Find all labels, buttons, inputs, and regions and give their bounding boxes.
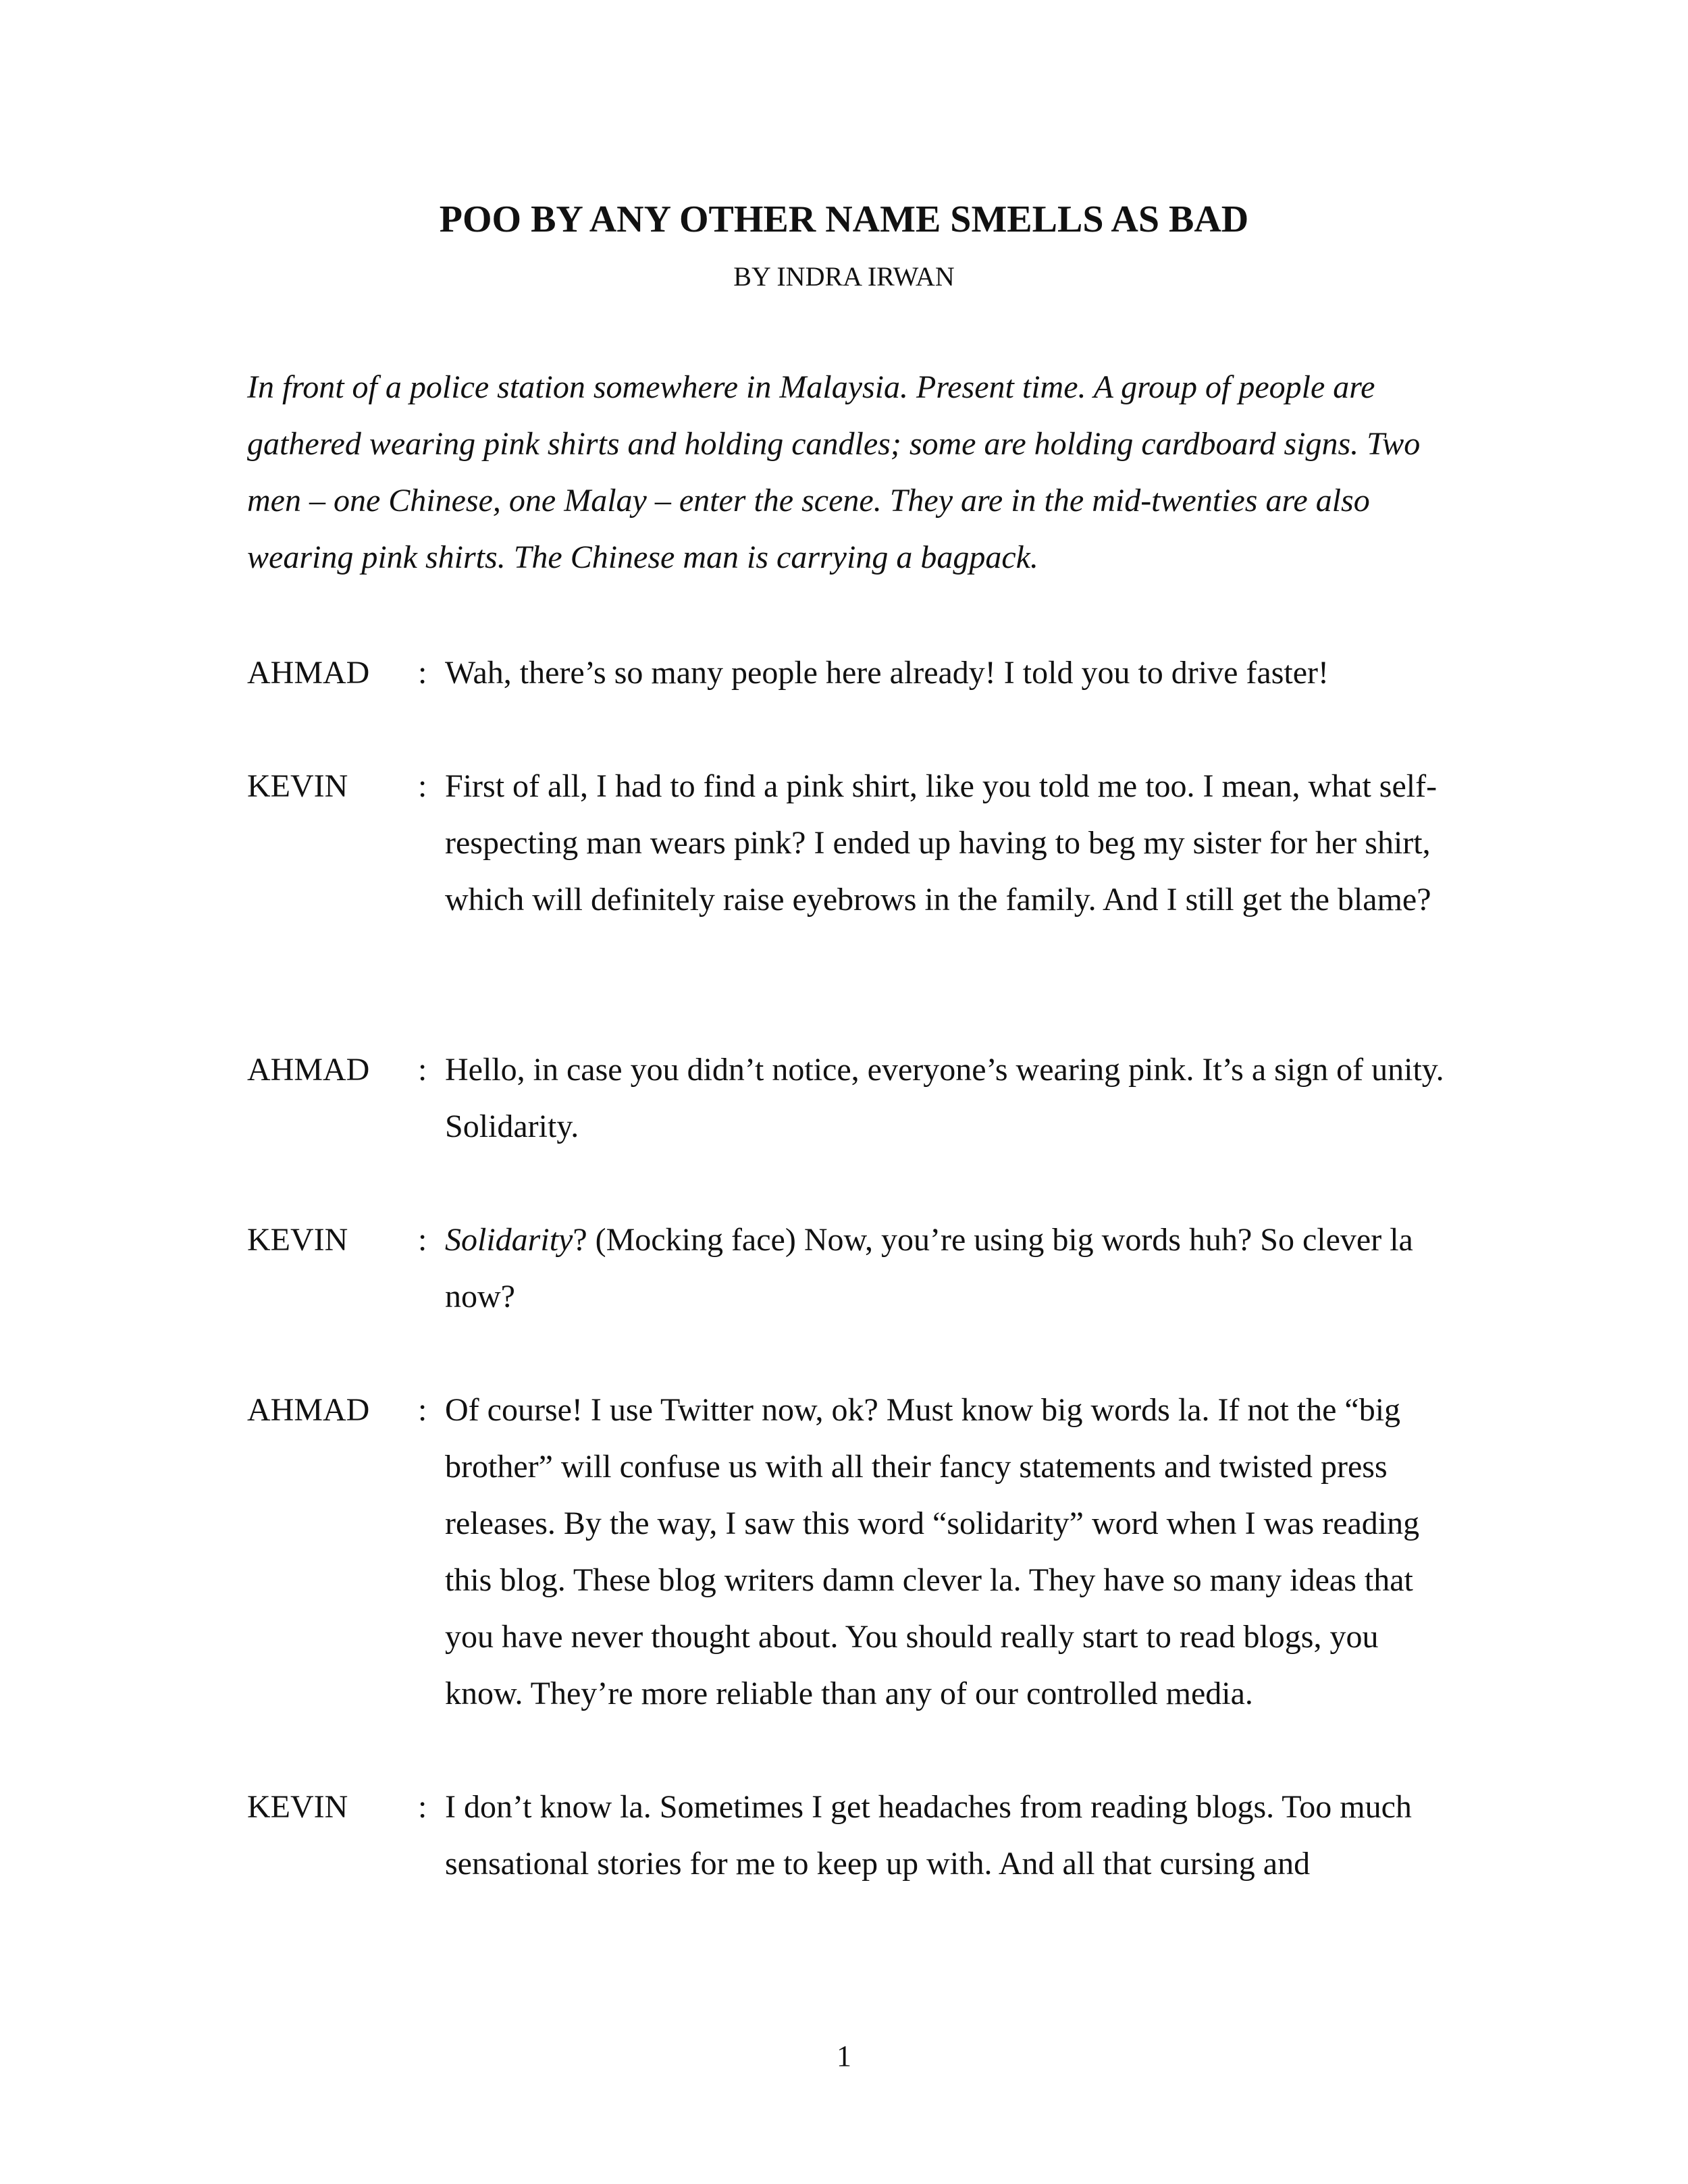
speaker-colon: : bbox=[418, 1392, 427, 1428]
speaker-name: AHMAD bbox=[247, 1052, 370, 1088]
script-title: POO BY ANY OTHER NAME SMELLS AS BAD bbox=[439, 198, 1249, 240]
stage-direction: In front of a police station somewhere in Malaysia. Present time. A group of people are gathered wearing pink shirts and holding candles; some are holding cardboard signs. Two men – one Chinese, one Malay – enter the scene. They are in the mid-twenties are also wearing pink shirts. The Chinese man is carrying a bagpack. bbox=[247, 369, 1421, 575]
page-number: 1 bbox=[837, 2040, 851, 2073]
speaker-colon: : bbox=[418, 655, 427, 691]
speaker-colon: : bbox=[418, 1789, 427, 1825]
dialogue-line: Wah, there’s so many people here already! I told you to drive faster! bbox=[445, 655, 1329, 691]
dialogue-line bbox=[445, 1212, 1449, 1325]
dialogue-line: Hello, in case you didn’t notice, everyone’s wearing pink. It’s a sign of unity. Solidarity. bbox=[445, 1052, 1444, 1144]
emphasized-word: Solidarity bbox=[445, 1222, 573, 1258]
speaker-name: KEVIN bbox=[247, 768, 348, 804]
speaker-colon: : bbox=[418, 768, 427, 804]
dialogue-line-rest: ? (Mocking face) Now, you’re using big words huh? So clever la now? bbox=[445, 1222, 1413, 1314]
dialogue-line: First of all, I had to find a pink shirt, like you told me too. I mean, what self-respecting man wears pink? I ended up having to beg my sister for her shirt, which will definitely raise eyebrows in the family. And I still get the blame? bbox=[445, 768, 1438, 917]
author-byline: BY INDRA IRWAN bbox=[733, 261, 955, 292]
speaker-colon: : bbox=[418, 1222, 427, 1258]
speaker-name: KEVIN bbox=[247, 1222, 348, 1258]
speaker-name: KEVIN bbox=[247, 1789, 348, 1825]
speaker-colon: : bbox=[418, 1052, 427, 1088]
speaker-name: AHMAD bbox=[247, 655, 370, 691]
speaker-name: AHMAD bbox=[247, 1392, 370, 1428]
dialogue-line: Of course! I use Twitter now, ok? Must know big words la. If not the “big brother” will confuse us with all their fancy statements and twisted press releases. By the way, I saw this word “solidarity” word when I was reading this blog. These blog writers damn clever la. They have so many ideas that you have never thought about. You should really start to read blogs, you know. They’re more reliable than any of our controlled media. bbox=[445, 1392, 1420, 1711]
dialogue-line: I don’t know la. Sometimes I get headaches from reading blogs. Too much sensational stories for me to keep up with. And all that cursing and bbox=[445, 1789, 1412, 1882]
